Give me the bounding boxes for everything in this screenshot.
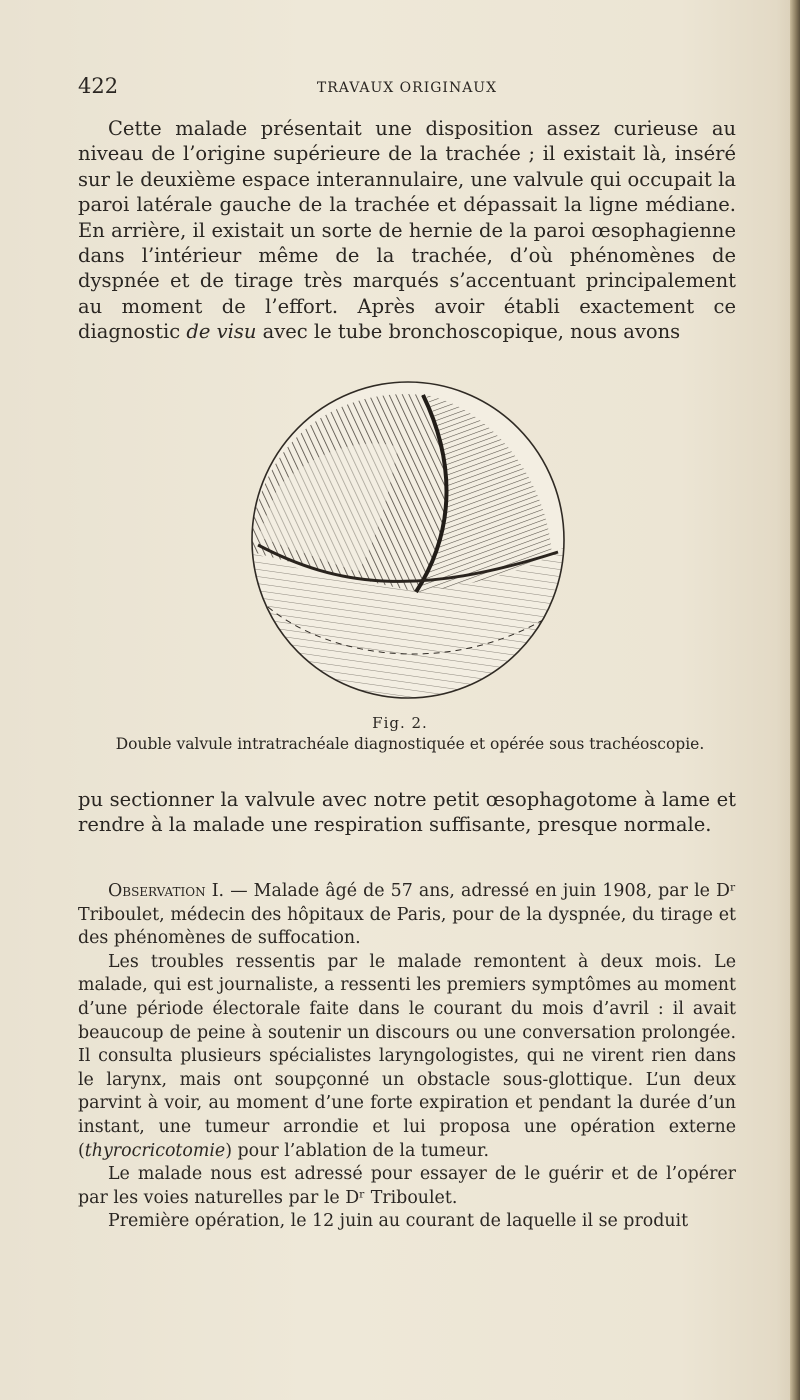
intro-paragraph-block	[78, 116, 736, 345]
page-header	[78, 74, 736, 104]
observation-heading: Observation I.	[108, 881, 225, 901]
intro-tail: avec le tube bronchoscopique, nous avons	[262, 320, 681, 344]
observation-block	[78, 880, 736, 1234]
observation-paragraph-3: Le malade nous est adressé pour essayer de le guérir et de l’opérer par les voies naturelles par le Dʳ Triboulet.	[78, 1164, 736, 1208]
observation-p1-text: — Malade âgé de 57 ans, adressé en juin 1908, par le Dʳ Triboulet, médecin des hôpitaux de Paris, pour de la dyspnée, du tirage et des phénomènes de suffocation.	[78, 881, 736, 949]
continuation-block	[78, 787, 736, 838]
observation-p2-end: ) pour l’ablation de la tumeur.	[225, 1140, 489, 1161]
intro-italic-phrase: de visu	[186, 320, 257, 344]
page-edge	[790, 0, 800, 1400]
continuation-paragraph: pu sectionner la valvule avec notre petit œsophagotome à lame et rendre à la malade une respiration suffisante, presque normale.	[78, 788, 736, 837]
page-number: 422	[78, 74, 119, 98]
observation-p2-italic: thyrocricotomie	[84, 1140, 226, 1161]
observation-p2-start: Les troubles ressentis par le malade remontent à deux mois. Le malade, qui est journaliste, a ressenti les premiers symptômes au moment d’une période électorale faite dans le courant du mois d’avril : il avait beaucoup de peine à soutenir un discours ou une conversation prolongée. Il consulta plusieurs spécialistes laryngologistes, qui ne virent rien dans le larynx, mais ont soupçonné un obstacle sous-glottique. L’un deux parvint à voir, au moment d’une forte expiration et pendant la durée d’un instant, une tumeur arrondie et lui proposa une opération externe (	[78, 951, 736, 1161]
observation-paragraph-1	[78, 880, 736, 951]
figure-caption: Double valvule intratrachéale diagnostiquée et opérée sous trachéoscopie.	[115, 735, 705, 753]
figure-trachea-illustration	[248, 377, 568, 702]
observation-paragraph-4: Première opération, le 12 juin au courant de laquelle il se produit	[108, 1211, 689, 1232]
intro-text: Cette malade présentait une disposition assez curieuse au niveau de l’origine supérieure de la trachée ; il existait là, inséré sur le deuxième espace interannulaire, une valvule qui occupait la paroi latérale gauche de la trachée et dépassait la ligne médiane. En arrière, il existait un sorte de hernie de la paroi œsophagienne dans l’intérieur même de la trachée, d’où phénomènes de dyspnée et de tirage très marqués s’accentuant principalement au moment de l’effort. Après avoir établi exactement ce diagnostic	[78, 117, 736, 344]
running-head: TRAVAUX ORIGINAUX	[316, 80, 498, 96]
intro-paragraph	[78, 116, 736, 345]
figure-label: Fig. 2.	[372, 714, 428, 732]
observation-paragraph-2	[78, 951, 736, 1163]
